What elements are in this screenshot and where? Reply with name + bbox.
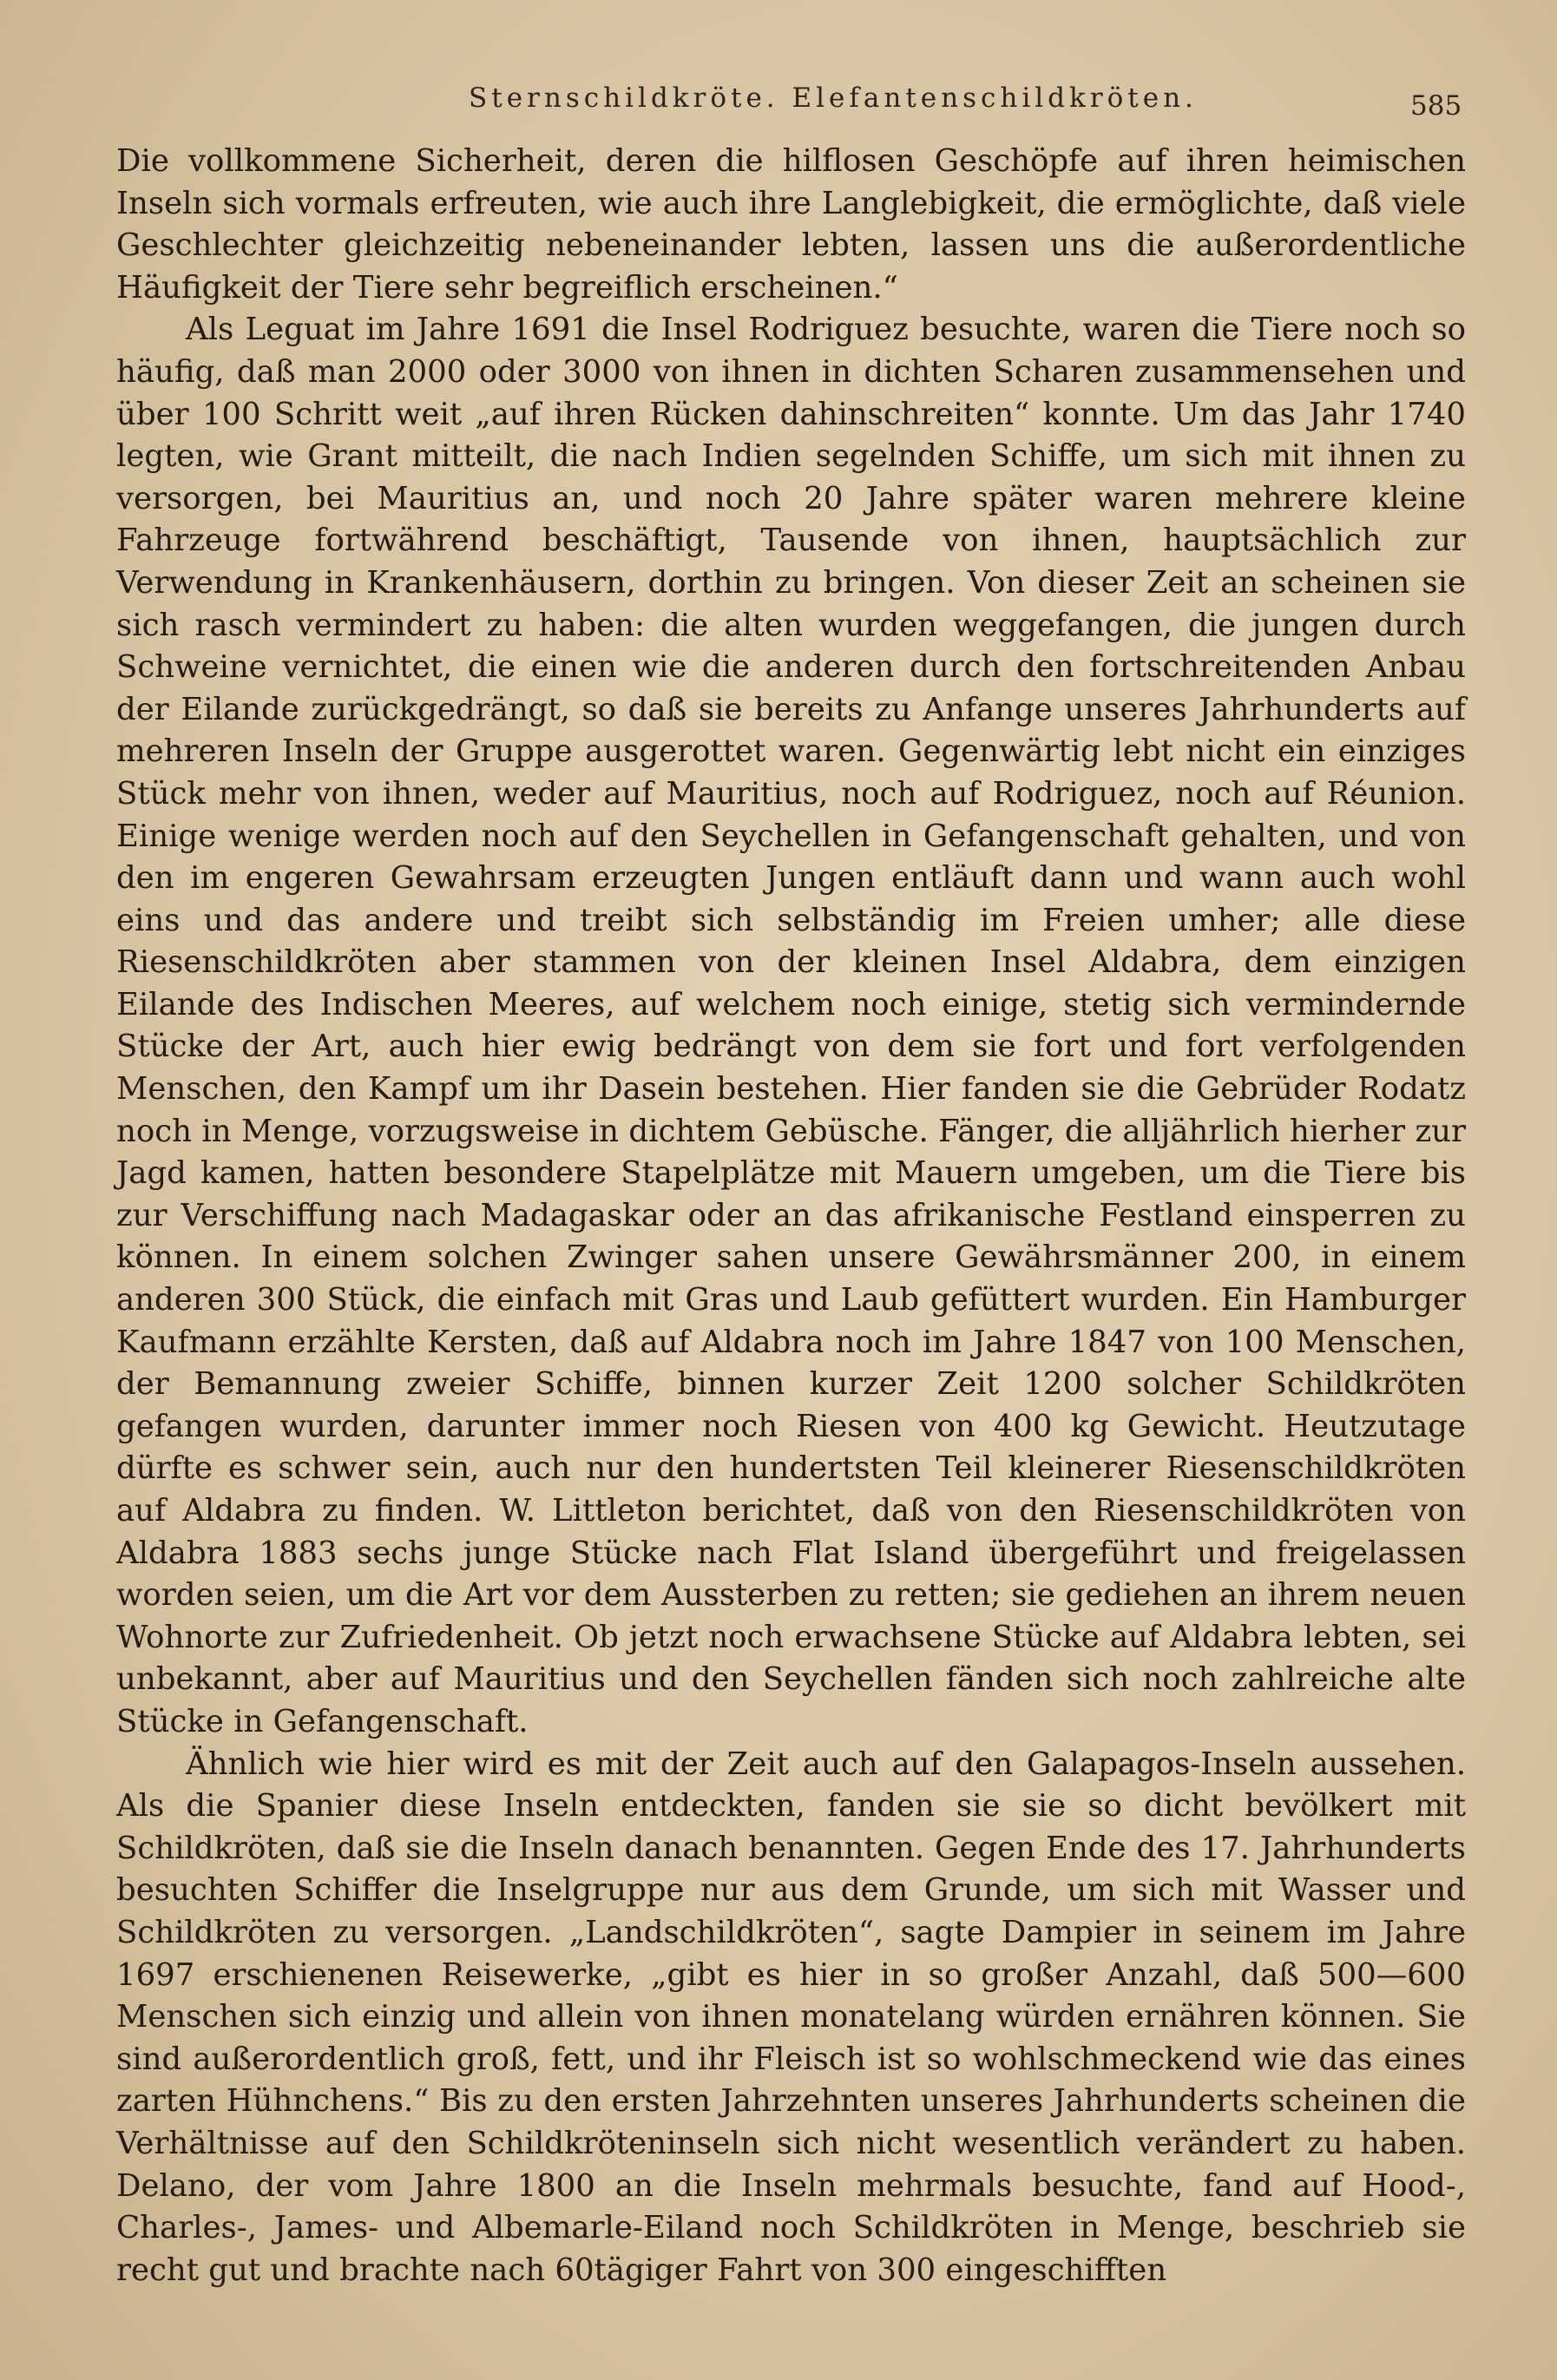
paragraph-galapagos: Ähnlich wie hier wird es mit der Zeit auch auf den Galapagos-Inseln aussehen. Als die Spanier diese Inseln entdeckten, fanden sie sie so dicht bevölkert mit Schildkröten, daß sie die Inseln danach benannten. Gegen Ende des 17. Jahrhunderts besuchten Schiffer die Inselgruppe nur aus dem Grunde, um sich mit Wasser und Schildkröten zu versorgen. „Landschildkröten“, sagte Dampier in seinem im Jahre 1697 erschienenen Reisewerke, „gibt es hier in so großer Anzahl, daß 500—600 Menschen sich einzig und allein von ihnen monatelang würden ernähren können. Sie sind außerordentlich groß, fett, und ihr Fleisch ist so wohlschmeckend wie das eines zarten Hühnchens.“ Bis zu den ersten Jahrzehnten unseres Jahrhunderts scheinen die Verhältnisse auf den Schildkröteninseln sich nicht wesentlich verändert zu haben. Delano, der vom Jahre 1800 an die Inseln mehrmals besuchte, fand auf Hood-, Charles-, James- und Albemarle-Eiland noch Schildkröten in Menge, beschrieb sie recht gut und brachte nach 60tägiger Fahrt von 300 eingeschifften	[116, 1746, 1466, 2288]
body-text	[116, 141, 1466, 2291]
paragraph-leguat: Als Leguat im Jahre 1691 die Insel Rodriguez besuchte, waren die Tiere noch so häufig, daß man 2000 oder 3000 von ihnen in dichten Scharen zusammensehen und über 100 Schritt weit „auf ihren Rücken dahinschreiten“ konnte. Um das Jahr 1740 legten, wie Grant mitteilt, die nach Indien segelnden Schiffe, um sich mit ihnen zu versorgen, bei Mauritius an, und noch 20 Jahre später waren mehrere kleine Fahrzeuge fortwährend beschäftigt, Tausende von ihnen, hauptsächlich zur Verwendung in Krankenhäusern, dorthin zu bringen. Von dieser Zeit an scheinen sie sich rasch vermindert zu haben: die alten wurden weggefangen, die jungen durch Schweine vernichtet, die einen wie die anderen durch den fortschreitenden Anbau der Eilande zurückgedrängt, so daß sie bereits zu Anfange unseres Jahrhunderts auf mehreren Inseln der Gruppe ausgerottet waren. Gegenwärtig lebt nicht ein einziges Stück mehr von ihnen, weder auf Mauritius, noch auf Rodriguez, noch auf Réunion. Einige wenige werden noch auf den Seychellen in Gefangenschaft gehalten, und von den im engeren Gewahrsam erzeugten Jungen entläuft dann und wann auch wohl eins und das andere und treibt sich selbständig im Freien umher; alle diese Riesenschildkröten aber stammen von der kleinen Insel Aldabra, dem einzigen Eilande des Indischen Meeres, auf welchem noch einige, stetig sich vermindernde Stücke der Art, auch hier ewig bedrängt von dem sie fort und fort verfolgenden Menschen, den Kampf um ihr Dasein bestehen. Hier fanden sie die Gebrüder Rodatz noch in Menge, vorzugsweise in dichtem Gebüsche. Fänger, die alljährlich hierher zur Jagd kamen, hatten besondere Stapelplätze mit Mauern umgeben, um die Tiere bis zur Verschiffung nach Madagaskar oder an das afrikanische Festland einsperren zu können. In einem solchen Zwinger sahen unsere Gewährsmänner 200, in einem anderen 300 Stück, die einfach mit Gras und Laub gefüttert wurden. Ein Hamburger Kaufmann erzählte Kersten, daß auf Aldabra noch im Jahre 1847 von 100 Menschen, der Bemannung zweier Schiffe, binnen kurzer Zeit 1200 solcher Schildkröten gefangen wurden, darunter immer noch Riesen von 400 kg Gewicht. Heutzutage dürfte es schwer sein, auch nur den hundertsten Teil kleinerer Riesenschildkröten auf Aldabra zu finden. W. Littleton berichtet, daß von den Riesenschildkröten von Aldabra 1883 sechs junge Stücke nach Flat Island übergeführt und freigelassen worden seien, um die Art vor dem Aussterben zu retten; sie gediehen an ihrem neuen Wohnorte zur Zufriedenheit. Ob jetzt noch erwachsene Stücke auf Aldabra lebten, sei unbekannt, aber auf Mauritius und den Seychellen fänden sich noch zahlreiche alte Stücke in Gefangenschaft.	[116, 312, 1466, 1739]
running-head: Sternschildkröte. Elefantenschildkröten.	[469, 82, 1198, 114]
page-number: 585	[1410, 90, 1462, 122]
paragraph-continuation: Die vollkommene Sicherheit, deren die hilflosen Geschöpfe auf ihren heimischen Inseln sich vormals erfreuten, wie auch ihre Langlebigkeit, die ermöglichte, daß viele Geschlechter gleichzeitig nebeneinander lebten, lassen uns die außerordentliche Häufigkeit der Tiere sehr begreiflich erscheinen.“	[116, 143, 1466, 306]
